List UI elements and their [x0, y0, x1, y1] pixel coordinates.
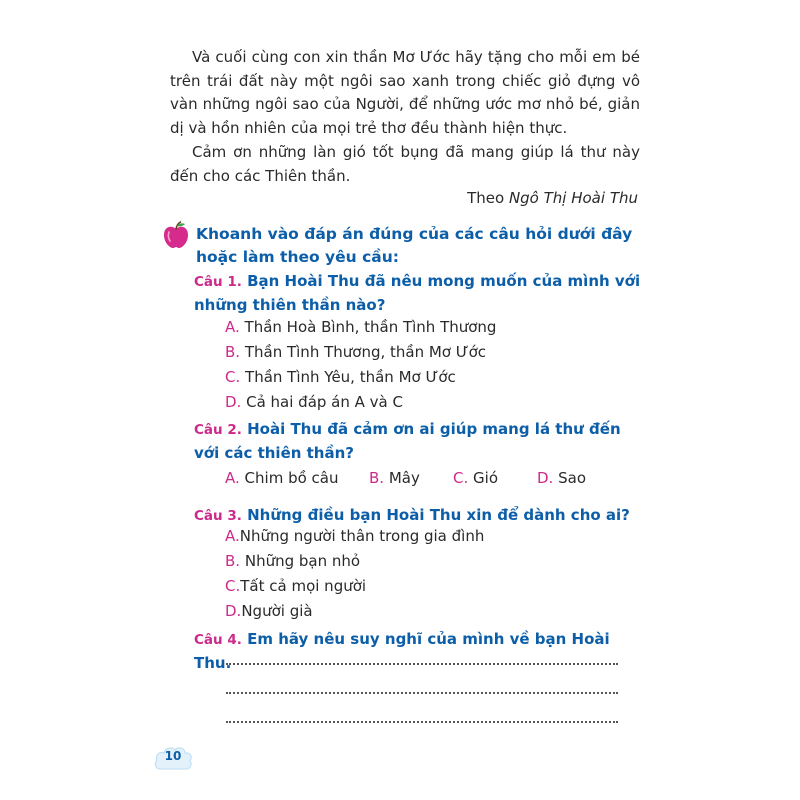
question-3-label: Câu 3. — [194, 508, 242, 524]
question-2-option-b[interactable]: B. Mây — [369, 469, 420, 487]
answer-line-1[interactable] — [226, 662, 618, 665]
question-1-label: Câu 1. — [194, 274, 242, 290]
question-4 — [194, 628, 642, 675]
question-2-option-a[interactable]: A. Chim bồ câu — [225, 469, 339, 487]
question-1-option-c[interactable]: C. Thần Tình Yêu, thần Mơ Ước — [225, 368, 456, 386]
passage-paragraph-1: Và cuối cùng con xin thần Mơ Ước hãy tặng cho mỗi em bé trên trái đất này một ngôi sao xanh trong chiếc giỏ đựng vô vàn những ngôi sao của Người, để những ước mơ nhỏ bé, giản dị và hồn nhiên của mọi trẻ thơ đều thành hiện thực. — [170, 48, 640, 137]
question-3-option-d[interactable]: D.Người già — [225, 602, 313, 620]
apple-icon — [161, 220, 191, 250]
question-2-option-d[interactable]: D. Sao — [537, 469, 586, 487]
question-4-text: Em hãy nêu suy nghĩ của mình về bạn Hoài Thu. — [194, 630, 610, 672]
question-3-option-a[interactable]: A.Những người thân trong gia đình — [225, 527, 485, 545]
exercise-instruction: Khoanh vào đáp án đúng của các câu hỏi dưới đây hoặc làm theo yêu cầu: — [196, 225, 633, 266]
author-name: Ngô Thị Hoài Thu — [508, 189, 638, 207]
question-1 — [194, 270, 642, 317]
question-2-option-c[interactable]: C. Gió — [453, 469, 498, 487]
page-number: 10 — [164, 749, 182, 763]
question-2 — [194, 418, 642, 465]
page-number-badge — [152, 743, 194, 773]
question-3-option-c[interactable]: C.Tất cả mọi người — [225, 577, 367, 595]
question-3-option-b[interactable]: B. Những bạn nhỏ — [225, 552, 361, 570]
passage-attribution: Theo Ngô Thị Hoài Thu — [467, 189, 638, 207]
question-2-text: Hoài Thu đã cảm ơn ai giúp mang lá thư đến với các thiên thần? — [194, 420, 621, 462]
question-3 — [194, 504, 642, 528]
question-2-label: Câu 2. — [194, 422, 242, 438]
question-3-text: Những điều bạn Hoài Thu xin để dành cho ai? — [247, 506, 630, 524]
passage-paragraph-2: Cảm ơn những làn gió tốt bụng đã mang giúp lá thư này đến cho các Thiên thần. — [170, 143, 640, 185]
question-1-option-a[interactable]: A. Thần Hoà Bình, thần Tình Thương — [225, 318, 497, 336]
question-1-option-b[interactable]: B. Thần Tình Thương, thần Mơ Ước — [225, 343, 487, 361]
answer-line-2[interactable] — [226, 691, 618, 694]
question-1-text: Bạn Hoài Thu đã nêu mong muốn của mình với những thiên thần nào? — [194, 272, 641, 314]
answer-line-3[interactable] — [226, 720, 618, 723]
question-1-option-d[interactable]: D. Cả hai đáp án A và C — [225, 393, 403, 411]
question-4-label: Câu 4. — [194, 632, 242, 648]
